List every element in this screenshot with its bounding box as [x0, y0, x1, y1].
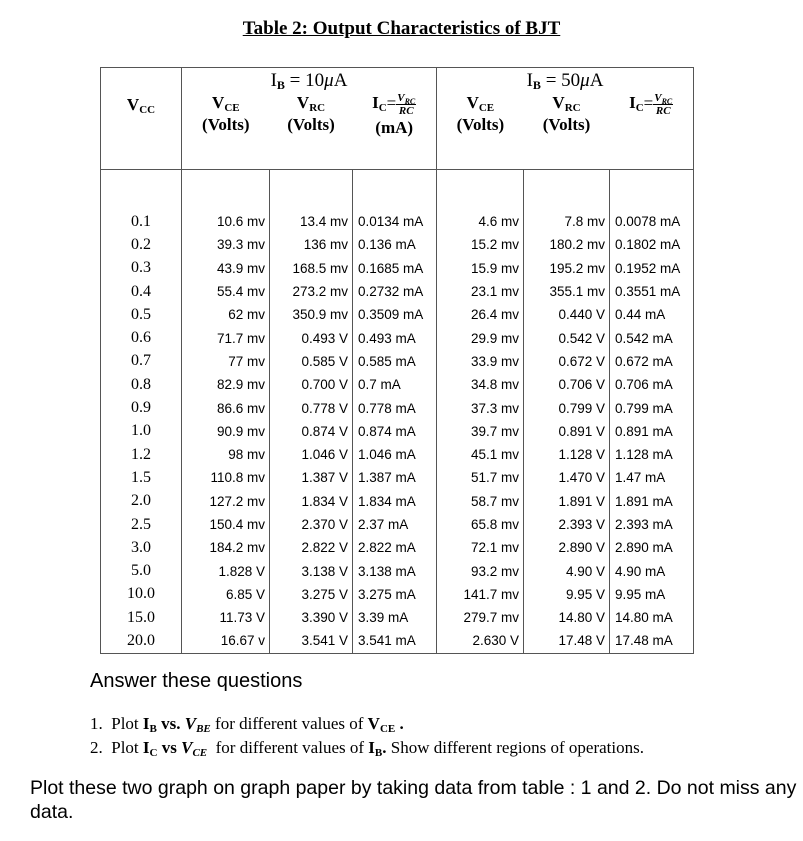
cell-vrc1: 3.275 V — [270, 583, 353, 606]
cell-vcc: 1.2 — [101, 443, 182, 466]
cell-ic1: 0.874 mA — [353, 420, 437, 443]
cell-vrc2: 7.8 mv — [524, 170, 610, 234]
cell-vrc1: 2.370 V — [270, 513, 353, 536]
table-header-row — [101, 68, 694, 170]
table-row — [101, 443, 694, 466]
cell-vce1: 10.6 mv — [182, 170, 270, 234]
cell-ic1: 0.778 mA — [353, 396, 437, 419]
cell-vcc: 3.0 — [101, 536, 182, 559]
cell-vce1: 98 mv — [182, 443, 270, 466]
cell-ic2: 0.706 mA — [610, 373, 694, 396]
cell-vrc1: 0.700 V — [270, 373, 353, 396]
cell-ic2: 0.1802 mA — [610, 233, 694, 256]
table-row — [101, 629, 694, 653]
output-characteristics-table — [100, 67, 694, 654]
cell-ic1: 3.541 mA — [353, 629, 437, 653]
cell-vrc1: 273.2 mv — [270, 280, 353, 303]
table-row — [101, 350, 694, 373]
cell-vrc1: 0.493 V — [270, 326, 353, 349]
cell-vcc: 1.5 — [101, 466, 182, 489]
cell-vce2: 51.7 mv — [437, 466, 524, 489]
cell-vcc: 0.3 — [101, 257, 182, 280]
cell-vrc2: 14.80 V — [524, 606, 610, 629]
table-row — [101, 536, 694, 559]
table-row — [101, 170, 694, 234]
cell-vcc: 0.9 — [101, 396, 182, 419]
cell-vce2: 33.9 mv — [437, 350, 524, 373]
cell-vcc: 0.2 — [101, 233, 182, 256]
cell-ic1: 3.138 mA — [353, 559, 437, 582]
cell-ic1: 0.493 mA — [353, 326, 437, 349]
ib-50ua-label: $I_B = 50\mu A$ — [526, 70, 604, 92]
cell-ic2: 17.48 mA — [610, 629, 694, 653]
cell-vce2: 34.8 mv — [437, 373, 524, 396]
cell-vrc1: 1.387 V — [270, 466, 353, 489]
questions-heading: Answer these questions — [90, 670, 303, 692]
cell-vce2: 2.630 V — [437, 629, 524, 653]
cell-ic2: 1.128 mA — [610, 443, 694, 466]
cell-ic2: 1.891 mA — [610, 490, 694, 513]
cell-ic1: 1.834 mA — [353, 490, 437, 513]
cell-vrc2: 0.891 V — [524, 420, 610, 443]
cell-vce1: 110.8 mv — [182, 466, 270, 489]
cell-ic2: 14.80 mA — [610, 606, 694, 629]
table-row — [101, 373, 694, 396]
cell-ic2: 0.542 mA — [610, 326, 694, 349]
table-row — [101, 583, 694, 606]
cell-vce2: 39.7 mv — [437, 420, 524, 443]
table-row — [101, 280, 694, 303]
cell-vrc1: 2.822 V — [270, 536, 353, 559]
cell-ic2: 0.44 mA — [610, 303, 694, 326]
table-row — [101, 326, 694, 349]
cell-vce2: 23.1 mv — [437, 280, 524, 303]
cell-ic1: 2.37 mA — [353, 513, 437, 536]
cell-vce2: 4.6 mv — [437, 170, 524, 234]
cell-vce1: 184.2 mv — [182, 536, 270, 559]
cell-vce1: 127.2 mv — [182, 490, 270, 513]
cell-vce1: 90.9 mv — [182, 420, 270, 443]
cell-vce2: 141.7 mv — [437, 583, 524, 606]
table-row — [101, 559, 694, 582]
ib-10ua-label: $I_B = 10\mu A$ — [270, 70, 348, 92]
cell-vrc1: 168.5 mv — [270, 257, 353, 280]
question-2: 2. Plot $I_C$ vs $V_{CE}$ for different values of $I_B$. Show different regions of operations. — [90, 738, 644, 759]
cell-vce1: 1.828 V — [182, 559, 270, 582]
cell-vrc2: 2.393 V — [524, 513, 610, 536]
cell-vcc: 0.4 — [101, 280, 182, 303]
cell-vrc1: 3.541 V — [270, 629, 353, 653]
cell-vrc2: 2.890 V — [524, 536, 610, 559]
cell-ic2: 1.47 mA — [610, 466, 694, 489]
table-row — [101, 513, 694, 536]
cell-vce2: 45.1 mv — [437, 443, 524, 466]
cell-vrc2: 1.470 V — [524, 466, 610, 489]
table-row — [101, 396, 694, 419]
cell-vcc: 15.0 — [101, 606, 182, 629]
instruction-note: Plot these two graph on graph paper by taking data from table : 1 and 2. Do not miss any data. — [30, 777, 797, 823]
cell-vce2: 26.4 mv — [437, 303, 524, 326]
cell-vrc2: 0.542 V — [524, 326, 610, 349]
cell-vce1: 55.4 mv — [182, 280, 270, 303]
cell-ic1: 0.1685 mA — [353, 257, 437, 280]
cell-vcc: 0.7 — [101, 350, 182, 373]
cell-vce1: 86.6 mv — [182, 396, 270, 419]
cell-vce2: 37.3 mv — [437, 396, 524, 419]
cell-ic2: 0.672 mA — [610, 350, 694, 373]
cell-ic2: 4.90 mA — [610, 559, 694, 582]
cell-ic1: 0.136 mA — [353, 233, 437, 256]
cell-vcc: 0.5 — [101, 303, 182, 326]
cell-vrc2: 0.440 V — [524, 303, 610, 326]
cell-vcc: 20.0 — [101, 629, 182, 653]
cell-vcc: 5.0 — [101, 559, 182, 582]
cell-ic1: 1.046 mA — [353, 443, 437, 466]
table-row — [101, 233, 694, 256]
cell-ic1: 3.39 mA — [353, 606, 437, 629]
table-row — [101, 606, 694, 629]
table-title: Table 2: Output Characteristics of BJT — [242, 18, 561, 39]
table-row — [101, 490, 694, 513]
cell-ic2: 0.799 mA — [610, 396, 694, 419]
cell-vrc1: 136 mv — [270, 233, 353, 256]
cell-ic2: 9.95 mA — [610, 583, 694, 606]
cell-vrc2: 0.799 V — [524, 396, 610, 419]
cell-vce1: 150.4 mv — [182, 513, 270, 536]
cell-vce2: 65.8 mv — [437, 513, 524, 536]
cell-ic2: 0.3551 mA — [610, 280, 694, 303]
table-row — [101, 303, 694, 326]
cell-vrc2: 180.2 mv — [524, 233, 610, 256]
cell-vrc1: 3.138 V — [270, 559, 353, 582]
cell-ic2: 0.891 mA — [610, 420, 694, 443]
cell-vce1: 62 mv — [182, 303, 270, 326]
cell-vce2: 15.9 mv — [437, 257, 524, 280]
cell-vrc2: 4.90 V — [524, 559, 610, 582]
cell-ic1: 0.2732 mA — [353, 280, 437, 303]
cell-vrc2: 195.2 mv — [524, 257, 610, 280]
cell-ic1: 0.7 mA — [353, 373, 437, 396]
cell-vce1: 82.9 mv — [182, 373, 270, 396]
cell-vce2: 15.2 mv — [437, 233, 524, 256]
cell-vce1: 16.67 v — [182, 629, 270, 653]
cell-vce2: 58.7 mv — [437, 490, 524, 513]
cell-vcc: 0.8 — [101, 373, 182, 396]
cell-ic1: 0.0134 mA — [353, 170, 437, 234]
cell-vce1: 43.9 mv — [182, 257, 270, 280]
cell-vce2: 93.2 mv — [437, 559, 524, 582]
cell-ic1: 0.585 mA — [353, 350, 437, 373]
ib-10ua-header: $I_B = 10\mu A$ $V_{CE}$ (Volts) $V_{RC}$ (Volts) $I_C=$ $\frac{V_{RC}}{RC}$ (mA) — [182, 68, 437, 170]
cell-vrc1: 0.874 V — [270, 420, 353, 443]
cell-vcc: 1.0 — [101, 420, 182, 443]
cell-vrc1: 3.390 V — [270, 606, 353, 629]
cell-vrc2: 1.891 V — [524, 490, 610, 513]
cell-ic2: 2.890 mA — [610, 536, 694, 559]
cell-vrc1: 0.778 V — [270, 396, 353, 419]
cell-ic2: 0.1952 mA — [610, 257, 694, 280]
table-row — [101, 466, 694, 489]
cell-vrc1: 1.046 V — [270, 443, 353, 466]
cell-vce2: 29.9 mv — [437, 326, 524, 349]
cell-vrc1: 350.9 mv — [270, 303, 353, 326]
cell-ic1: 1.387 mA — [353, 466, 437, 489]
cell-vce1: 39.3 mv — [182, 233, 270, 256]
cell-vcc: 0.6 — [101, 326, 182, 349]
cell-ic1: 3.275 mA — [353, 583, 437, 606]
cell-ic1: 2.822 mA — [353, 536, 437, 559]
cell-vce1: 71.7 mv — [182, 326, 270, 349]
ib-50ua-header: $I_B = 50\mu A$ $V_{CE}$ (Volts) $V_{RC}$ (Volts) $I_C=$ $\frac{V_{RC}}{RC}$ — [437, 68, 694, 170]
cell-vcc: 2.0 — [101, 490, 182, 513]
cell-vrc2: 9.95 V — [524, 583, 610, 606]
cell-vce2: 72.1 mv — [437, 536, 524, 559]
table-row — [101, 420, 694, 443]
cell-vcc: 2.5 — [101, 513, 182, 536]
cell-vrc2: 0.672 V — [524, 350, 610, 373]
cell-vrc2: 355.1 mv — [524, 280, 610, 303]
cell-ic2: 0.0078 mA — [610, 170, 694, 234]
vcc-header: $V_{CC}$ — [101, 68, 182, 170]
cell-vce2: 279.7 mv — [437, 606, 524, 629]
cell-vrc1: 13.4 mv — [270, 170, 353, 234]
cell-vrc1: 1.834 V — [270, 490, 353, 513]
cell-vrc1: 0.585 V — [270, 350, 353, 373]
cell-vrc2: 0.706 V — [524, 373, 610, 396]
cell-vce1: 77 mv — [182, 350, 270, 373]
cell-ic2: 2.393 mA — [610, 513, 694, 536]
cell-vrc2: 1.128 V — [524, 443, 610, 466]
cell-vrc2: 17.48 V — [524, 629, 610, 653]
table-row — [101, 257, 694, 280]
cell-vcc: 0.1 — [101, 170, 182, 234]
question-1: 1. Plot $I_B$ vs. $V_{BE}$ for different values of $V_{CE}$ . — [90, 714, 404, 735]
cell-vce1: 6.85 V — [182, 583, 270, 606]
cell-vcc: 10.0 — [101, 583, 182, 606]
cell-ic1: 0.3509 mA — [353, 303, 437, 326]
cell-vce1: 11.73 V — [182, 606, 270, 629]
